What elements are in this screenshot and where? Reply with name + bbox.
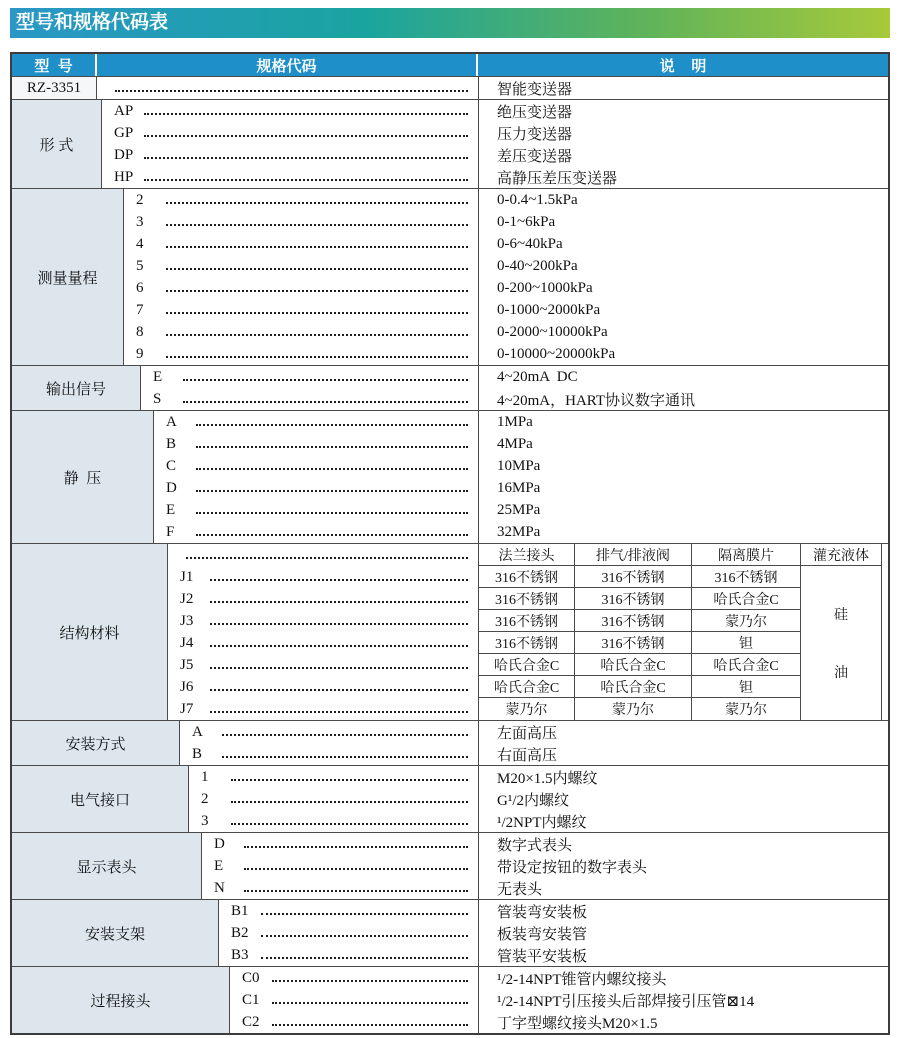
code-row (102, 100, 478, 122)
desc-column (478, 189, 888, 365)
code-column (124, 189, 478, 365)
desc-column (478, 900, 888, 966)
code-row (168, 588, 478, 610)
dotted-leader (244, 885, 468, 892)
code-row (168, 610, 478, 632)
desc-text: M20×1.5内螺纹 (497, 770, 598, 787)
subtable-col-diaphragm (692, 544, 801, 720)
dotted-leader (210, 640, 468, 647)
table-header-row (12, 54, 888, 76)
dotted-leader (261, 952, 468, 959)
section-bracket (12, 899, 888, 966)
dotted-leader (261, 930, 468, 937)
dotted-leader (222, 751, 468, 758)
dotted-leader (166, 329, 468, 336)
subtable-cell: 钽 (692, 676, 800, 698)
code-row (202, 877, 478, 899)
code-row (124, 255, 478, 277)
dotted-leader (196, 507, 468, 514)
code-text: B2 (231, 924, 249, 941)
code-row (141, 388, 478, 410)
code-row (219, 900, 478, 922)
desc-text: G¹/2内螺纹 (497, 792, 569, 809)
code-text: 8 (136, 323, 144, 340)
code-row (168, 544, 478, 566)
code-text: J1 (180, 568, 194, 585)
section-label: 过程接头 (12, 967, 230, 1033)
desc-text: 左面高压 (497, 725, 558, 742)
desc-text: 带设定按钮的数字表头 (497, 859, 648, 876)
code-column (202, 833, 478, 899)
dotted-leader (144, 130, 468, 137)
dotted-leader (210, 684, 468, 691)
desc-text: 32MPa (497, 523, 541, 540)
code-text: C (166, 457, 177, 474)
subtable-cell: 哈氏合金C (479, 654, 574, 676)
code-row (189, 810, 478, 832)
code-text: 3 (136, 213, 144, 230)
code-text: 2 (136, 191, 144, 208)
code-text: 4 (136, 235, 144, 252)
subtable-cell: 钽 (692, 632, 800, 654)
dotted-leader (166, 241, 468, 248)
code-row (124, 277, 478, 299)
section-process-connection (12, 966, 888, 1033)
dotted-leader (210, 596, 468, 603)
desc-column (478, 411, 888, 543)
code-row (219, 944, 478, 966)
subtable-header: 法兰接头 (479, 544, 574, 566)
dotted-leader (210, 618, 468, 625)
subtable-col-vent (575, 544, 692, 720)
subtable-cell: 蒙乃尔 (692, 610, 800, 632)
desc-column (478, 967, 888, 1033)
dotted-leader (196, 441, 468, 448)
dotted-leader (222, 729, 468, 736)
code-column (168, 544, 478, 720)
section-label: 输出信号 (12, 366, 141, 410)
code-text: J4 (180, 634, 194, 651)
dotted-leader (166, 285, 468, 292)
code-text: B (192, 745, 203, 762)
subtable-cell: 316不锈钢 (692, 566, 800, 588)
subtable-cell: 哈氏合金C (479, 676, 574, 698)
code-text: F (166, 523, 175, 540)
dotted-leader (210, 662, 468, 669)
dotted-leader (166, 219, 468, 226)
desc-column (478, 366, 888, 410)
subtable-cell: 316不锈钢 (575, 610, 691, 632)
code-row (189, 766, 478, 788)
dotted-leader (166, 197, 468, 204)
dotted-leader (183, 374, 468, 381)
desc-column (478, 77, 888, 99)
fill-liquid-char: 硅 (834, 608, 848, 623)
desc-text: 右面高压 (497, 747, 558, 764)
desc-column (478, 100, 888, 188)
dotted-leader (166, 307, 468, 314)
subtable-header: 排气/排液阀 (575, 544, 691, 566)
section-display (12, 832, 888, 899)
code-column (141, 366, 478, 410)
fill-liquid-merged-cell (801, 566, 881, 720)
section-form (12, 99, 888, 188)
code-text: D (166, 479, 177, 496)
desc-text: 无表头 (497, 881, 543, 898)
subtable-col-fill-liquid (801, 544, 882, 720)
dotted-leader (244, 841, 468, 848)
subtable-cell: 316不锈钢 (479, 588, 574, 610)
section-electrical (12, 765, 888, 832)
code-text: J3 (180, 612, 194, 629)
code-row (124, 211, 478, 233)
code-text: 5 (136, 257, 144, 274)
desc-text: 25MPa (497, 501, 541, 518)
dotted-leader (183, 396, 468, 403)
code-row (202, 855, 478, 877)
desc-text: 0-200~1000kPa (497, 279, 593, 296)
code-text: B (166, 435, 177, 452)
subtable-col-flange (479, 544, 575, 720)
code-text: AP (114, 102, 134, 119)
dotted-leader (196, 529, 468, 536)
code-row (168, 676, 478, 698)
dotted-leader (231, 818, 468, 825)
desc-column (478, 721, 888, 765)
code-row (102, 144, 478, 166)
code-row (102, 122, 478, 144)
code-text: A (166, 413, 177, 430)
subtable-cell: 哈氏合金C (575, 676, 691, 698)
section-static-pressure (12, 410, 888, 543)
desc-text: 0-10000~20000kPa (497, 345, 616, 362)
desc-text: 管装弯安装板 (497, 904, 588, 921)
desc-column (478, 766, 888, 832)
desc-text: 数字式表头 (497, 837, 573, 854)
code-row (124, 233, 478, 255)
subtable-cell: 316不锈钢 (479, 610, 574, 632)
section-label: 测量量程 (12, 189, 124, 365)
code-text: A (192, 723, 203, 740)
model-number: RZ-3351 (12, 77, 97, 99)
code-text: D (214, 835, 225, 852)
subtable-cell: 蒙乃尔 (505, 703, 548, 718)
desc-text: ¹/2-14NPT锥管内螺纹接头 (497, 971, 667, 988)
code-text: 7 (136, 301, 144, 318)
code-text: B3 (231, 946, 249, 963)
code-row (168, 698, 478, 720)
section-label: 静 压 (12, 411, 154, 543)
code-text: E (214, 857, 224, 874)
section-material (12, 543, 888, 720)
desc-text: 10MPa (497, 457, 541, 474)
dotted-leader (272, 997, 468, 1004)
code-row (124, 189, 478, 211)
code-row (124, 299, 478, 321)
dotted-leader (115, 85, 468, 92)
code-row (124, 343, 478, 365)
dotted-leader (244, 863, 468, 870)
dotted-leader (166, 351, 468, 358)
desc-text: 压力变送器 (497, 126, 573, 143)
code-row (168, 632, 478, 654)
code-text: C1 (242, 991, 260, 1008)
section-label: 结构材料 (12, 544, 168, 720)
code-text: GP (114, 124, 134, 141)
code-column (97, 77, 478, 99)
desc-text: 绝压变送器 (497, 104, 573, 121)
dotted-leader (210, 574, 468, 581)
code-row (154, 433, 478, 455)
dotted-leader (144, 152, 468, 159)
dotted-leader (144, 174, 468, 181)
section-label: 安装支架 (12, 900, 219, 966)
fill-liquid-char: 油 (834, 666, 848, 681)
code-row (219, 922, 478, 944)
subtable-cell: 哈氏合金C (575, 654, 691, 676)
desc-text: ¹/2NPT内螺纹 (497, 814, 587, 831)
desc-text: 管装平安装板 (497, 948, 588, 965)
code-text: C0 (242, 969, 260, 986)
code-text: E (166, 501, 176, 518)
code-row (154, 455, 478, 477)
section-label: 安装方式 (12, 721, 180, 765)
header-code: 规格代码 (97, 54, 478, 76)
code-text: 1 (201, 768, 209, 785)
code-row (97, 77, 478, 99)
dotted-leader (196, 419, 468, 426)
desc-column (478, 833, 888, 899)
code-column (230, 967, 478, 1033)
desc-text: 丁字型螺纹接头M20×1.5 (497, 1015, 658, 1032)
code-text: S (153, 390, 162, 407)
code-text: C2 (242, 1013, 260, 1030)
subtable-cell: 316不锈钢 (575, 632, 691, 654)
subtable-cell: 蒙乃尔 (725, 703, 767, 718)
subtable-header: 灌充液体 (801, 544, 881, 566)
desc-text: 智能变送器 (497, 81, 573, 98)
dotted-leader (196, 485, 468, 492)
desc-text: 0-2000~10000kPa (497, 323, 608, 340)
subtable-cell: 316不锈钢 (575, 566, 691, 588)
desc-text: 0-40~200kPa (497, 257, 578, 274)
subtable-header: 隔离膜片 (692, 544, 800, 566)
desc-text: 4~20mA DC (497, 368, 578, 385)
desc-text: 4MPa (497, 435, 533, 452)
code-row (168, 654, 478, 676)
code-row (230, 967, 478, 989)
code-text: 9 (136, 345, 144, 362)
desc-text: 16MPa (497, 479, 541, 496)
dotted-leader (231, 796, 468, 803)
code-row (124, 321, 478, 343)
code-column (189, 766, 478, 832)
code-row (189, 788, 478, 810)
desc-text: 高静压差压变送器 (497, 170, 618, 187)
section-model-row (12, 76, 888, 99)
code-row (230, 989, 478, 1011)
code-row (202, 833, 478, 855)
dotted-leader (186, 552, 468, 559)
code-row (154, 499, 478, 521)
code-text: DP (114, 146, 134, 163)
code-text: 2 (201, 790, 209, 807)
code-text: HP (114, 168, 134, 185)
code-row (230, 1011, 478, 1033)
code-text: E (153, 368, 163, 385)
code-row (180, 721, 478, 743)
desc-text: 0-1000~2000kPa (497, 301, 601, 318)
dotted-leader (272, 1019, 468, 1026)
code-text: 3 (201, 812, 209, 829)
code-text: J5 (180, 656, 194, 673)
material-subtable (478, 544, 888, 720)
code-row (154, 477, 478, 499)
section-label: 电气接口 (12, 766, 189, 832)
code-text: N (214, 879, 225, 896)
subtable-cell: 蒙乃尔 (612, 703, 654, 718)
dotted-leader (231, 774, 468, 781)
subtable-cell: 316不锈钢 (575, 588, 691, 610)
spec-code-table (10, 52, 890, 1035)
dotted-leader (166, 263, 468, 270)
desc-text: 0-6~40kPa (497, 235, 563, 252)
desc-text: 板装弯安装管 (497, 926, 588, 943)
section-range (12, 188, 888, 365)
desc-text: 4~20mA，HART协议数字通讯 (497, 392, 696, 409)
header-model: 型 号 (12, 54, 97, 76)
dotted-leader (261, 908, 468, 915)
code-column (102, 100, 478, 188)
code-text: J2 (180, 590, 194, 607)
subtable-cell: 316不锈钢 (479, 632, 574, 654)
section-mounting (12, 720, 888, 765)
code-row (154, 521, 478, 543)
page-title: 型号和规格代码表 (10, 8, 890, 38)
code-text: B1 (231, 902, 249, 919)
code-row (141, 366, 478, 388)
section-output-signal (12, 365, 888, 410)
code-text: J6 (180, 678, 194, 695)
code-text: 6 (136, 279, 144, 296)
subtable-cell: 哈氏合金C (692, 588, 800, 610)
header-desc: 说 明 (659, 57, 707, 75)
code-row (102, 166, 478, 188)
dotted-leader (210, 706, 468, 713)
code-text: J7 (180, 700, 194, 717)
desc-text: 0-0.4~1.5kPa (497, 191, 578, 208)
code-column (154, 411, 478, 543)
section-label: 显示表头 (12, 833, 202, 899)
desc-text: 0-1~6kPa (497, 213, 556, 230)
code-row (168, 566, 478, 588)
code-column (219, 900, 478, 966)
subtable-cell: 哈氏合金C (692, 654, 800, 676)
code-row (154, 411, 478, 433)
desc-text: ¹/2-14NPT引压接头后部焊接引压管⊠14 (497, 993, 755, 1010)
dotted-leader (144, 108, 468, 115)
dotted-leader (272, 975, 468, 982)
subtable-cell: 316不锈钢 (479, 566, 574, 588)
dotted-leader (196, 463, 468, 470)
desc-text: 差压变送器 (497, 148, 573, 165)
code-row (180, 743, 478, 765)
desc-text: 1MPa (497, 413, 533, 430)
code-column (180, 721, 478, 765)
section-label: 形 式 (12, 100, 102, 188)
